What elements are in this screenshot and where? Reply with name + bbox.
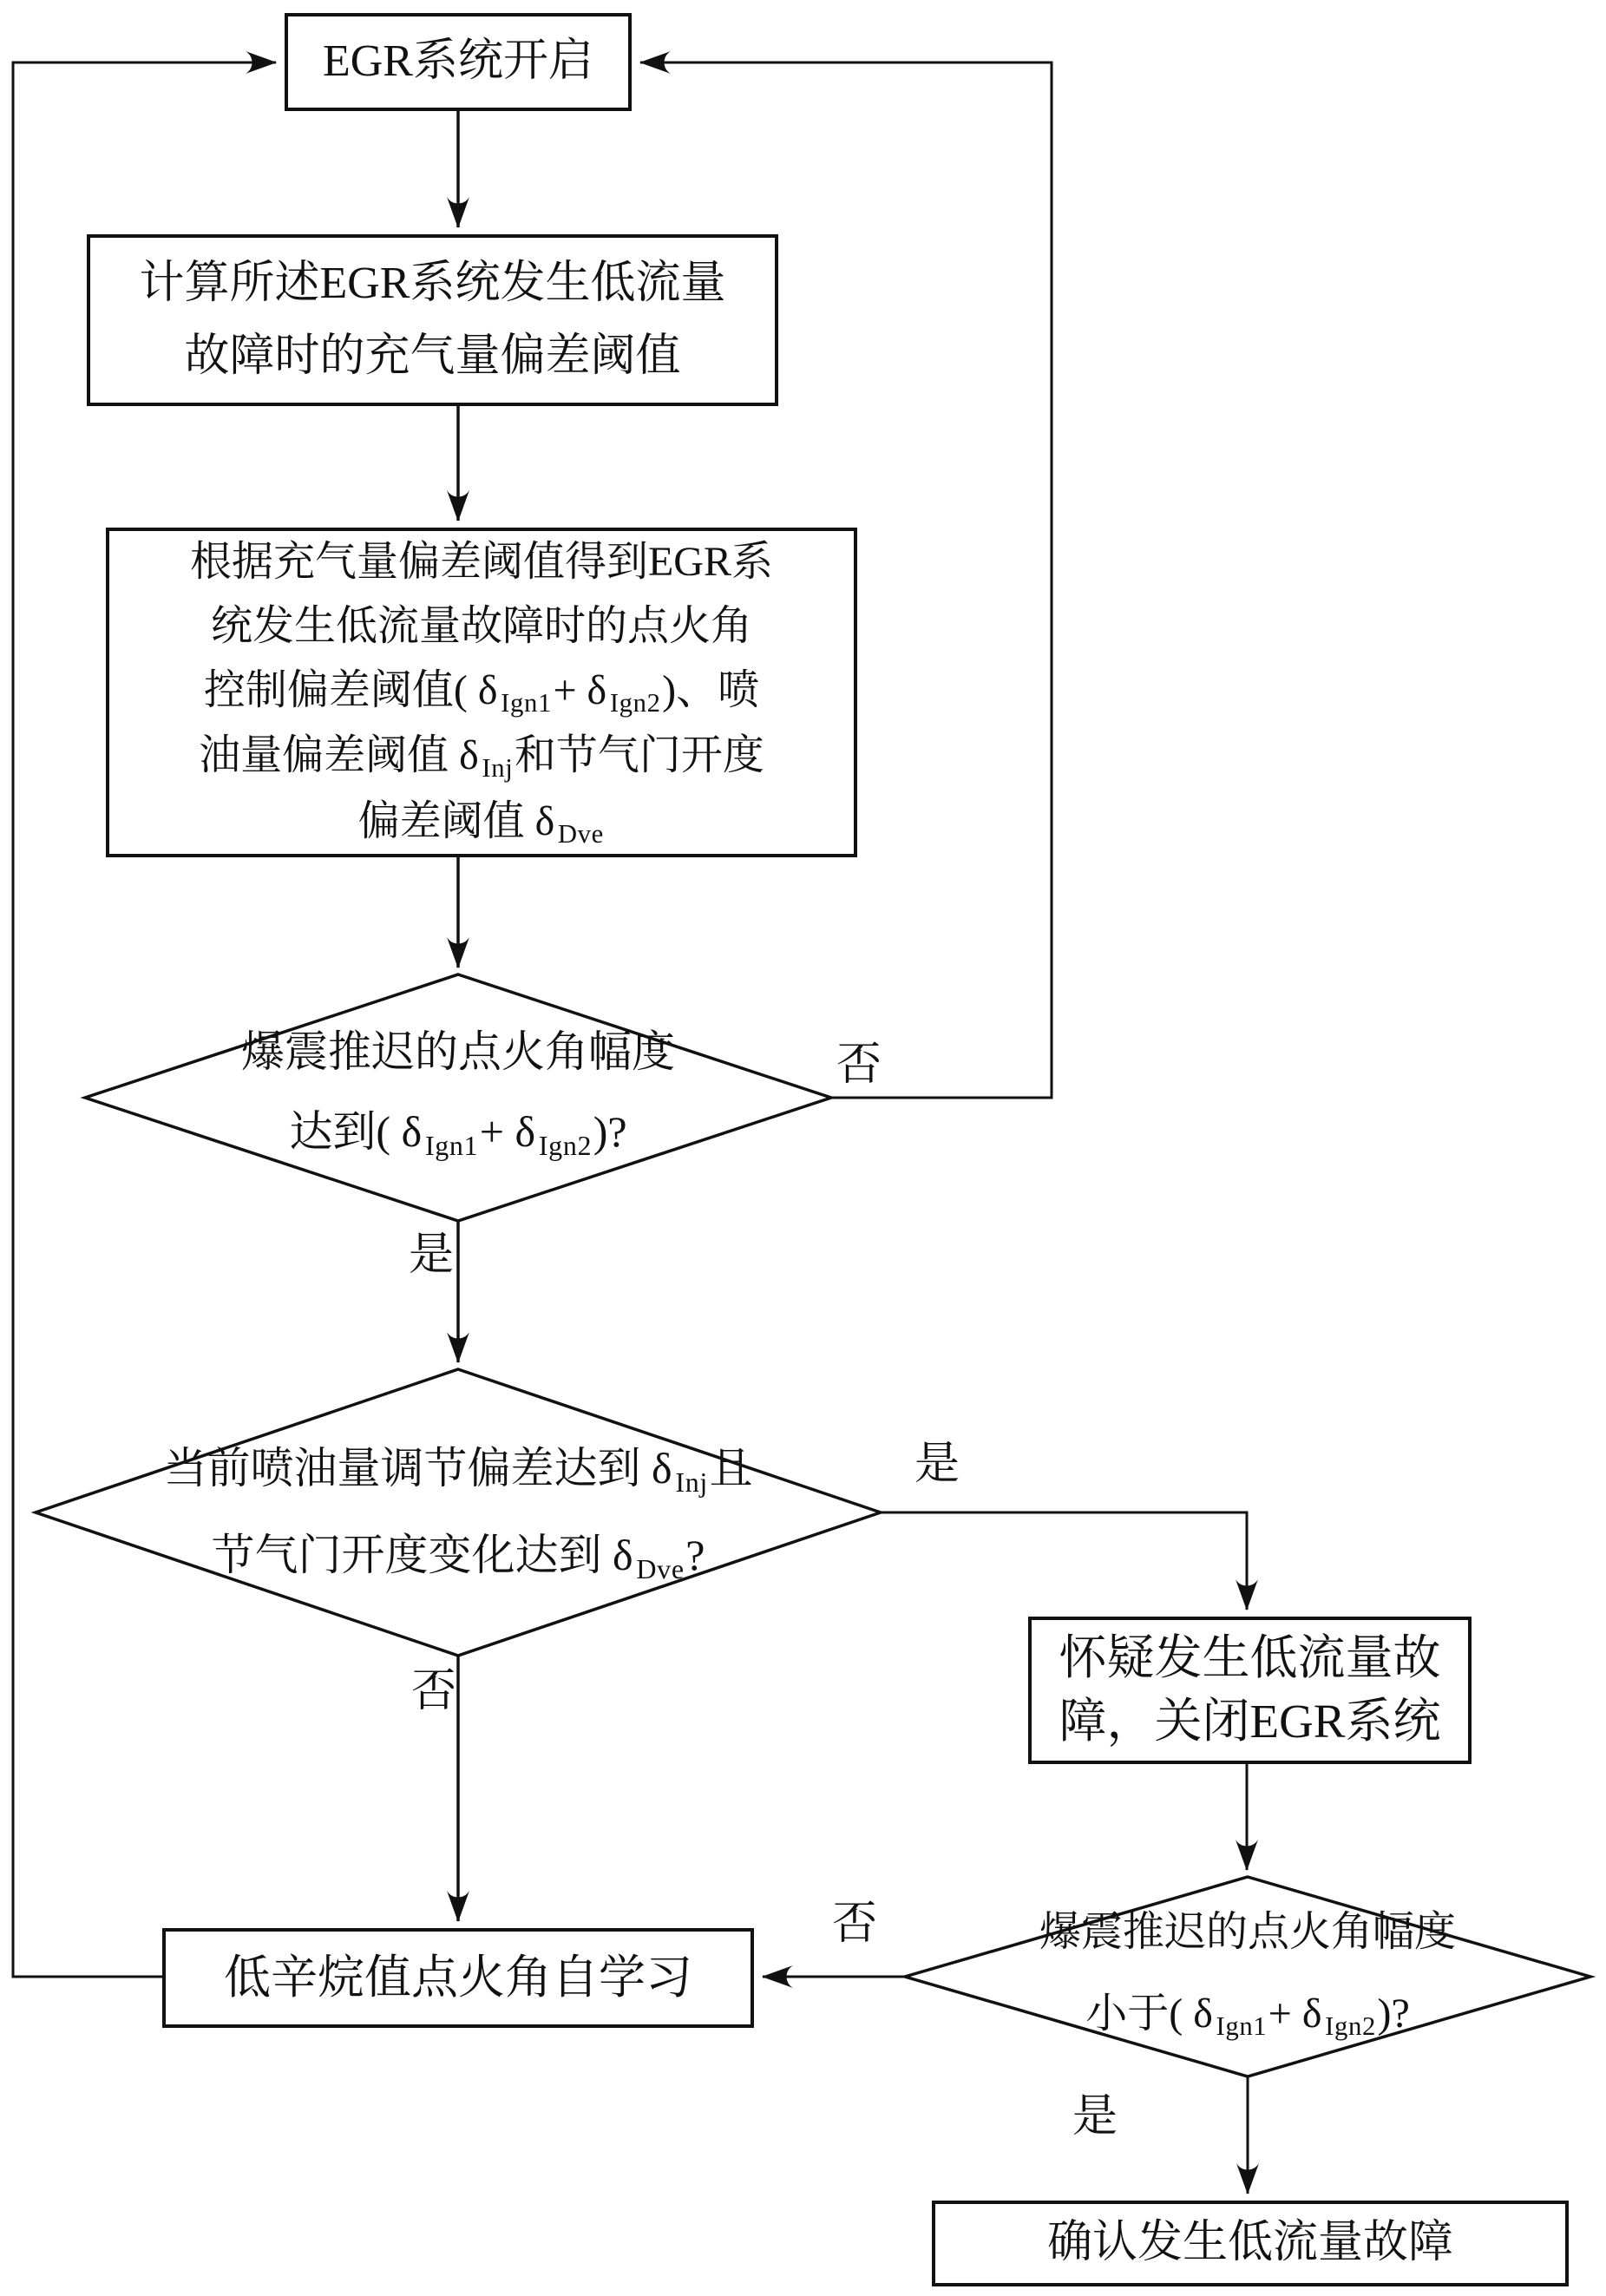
box-suspect-fault-close-egr [1028, 1617, 1472, 1764]
text-run: 爆震推迟的点火角幅度 [1039, 1908, 1457, 1955]
box-confirm-fault [932, 2201, 1569, 2286]
text-run: )、喷 [662, 666, 760, 713]
label-knock-no: 否 [836, 1040, 882, 1090]
box-low-octane-self-learning-label: 低辛烷值点火角自学习 [224, 1951, 692, 2004]
subscript-text: Ign1 [424, 1129, 479, 1161]
label-fuel-yes: 是 [914, 1440, 960, 1489]
text-run: )? [593, 1107, 627, 1156]
subscript-text: Ign2 [609, 687, 661, 718]
text-run: 统发生低流量故障时的点火角 [210, 602, 752, 649]
subscript-text: Inj [675, 1466, 708, 1498]
text-run: 控制偏差阈值( δ [203, 666, 498, 713]
box-suspect-fault-close-egr-label [1059, 1627, 1440, 1753]
subscript-text: Ign1 [1216, 2011, 1268, 2042]
text-run: 怀疑发生低流量故 [1059, 1631, 1441, 1685]
subscript-text: Ign2 [1325, 2011, 1376, 2042]
edge-fuel-yes-to-suspect [881, 1512, 1247, 1610]
box-low-octane-self-learning [162, 1928, 754, 2028]
subscript-text: Inj [482, 753, 514, 784]
subscript-text: Ign2 [538, 1129, 593, 1161]
text-run: 油量偏差阈值 δ [199, 732, 479, 779]
box-egr-system-on [285, 13, 632, 111]
text-run: + δ [1268, 1991, 1322, 2037]
subscript-text: Dve [557, 818, 604, 849]
text-run: 偏差阈值 δ [357, 797, 555, 844]
text-run: )? [1377, 1991, 1410, 2037]
label-fuel-no: 否 [410, 1667, 457, 1716]
text-run: 爆震推迟的点火角幅度 [241, 1027, 675, 1076]
text-run: 故障时的充气量偏差阈值 [184, 331, 681, 381]
label-knock-yes: 是 [408, 1230, 455, 1280]
text-run: ? [685, 1531, 705, 1579]
text-run: 小于( δ [1085, 1991, 1213, 2037]
text-run: 且 [709, 1444, 753, 1492]
text-run: 根据充气量偏差阈值得到EGR系 [189, 538, 773, 585]
box-derive-thresholds-label [190, 530, 773, 855]
box-confirm-fault-label: 确认发生低流量故障 [1046, 2218, 1453, 2268]
label-less-yes: 是 [1072, 2092, 1118, 2142]
diamond-knock-retard-less-label [1039, 1892, 1456, 2055]
label-less-no: 否 [831, 1899, 878, 1949]
text-run: 节气门开度变化达到 δ [211, 1531, 633, 1579]
text-run: 达到( δ [289, 1107, 423, 1156]
subscript-text: Ign1 [501, 687, 552, 718]
text-run: 障，关闭EGR系统 [1059, 1695, 1441, 1748]
box-egr-system-on-label: EGR系统开启 [322, 36, 593, 87]
diamond-knock-retard-reached-label [241, 1012, 675, 1171]
subscript-text: Dve [636, 1552, 685, 1584]
text-run: 当前喷油量调节偏差达到 δ [163, 1444, 672, 1492]
text-run: + δ [479, 1107, 536, 1156]
text-run: 和节气门开度 [514, 732, 764, 779]
text-run: + δ [553, 666, 607, 713]
text-run: 计算所述EGR系统发生低流量 [139, 258, 726, 308]
box-derive-thresholds [106, 528, 857, 857]
box-calc-charge-threshold-label [139, 247, 725, 393]
diamond-fuel-throttle-reached-label [164, 1425, 753, 1598]
box-calc-charge-threshold [87, 234, 778, 406]
